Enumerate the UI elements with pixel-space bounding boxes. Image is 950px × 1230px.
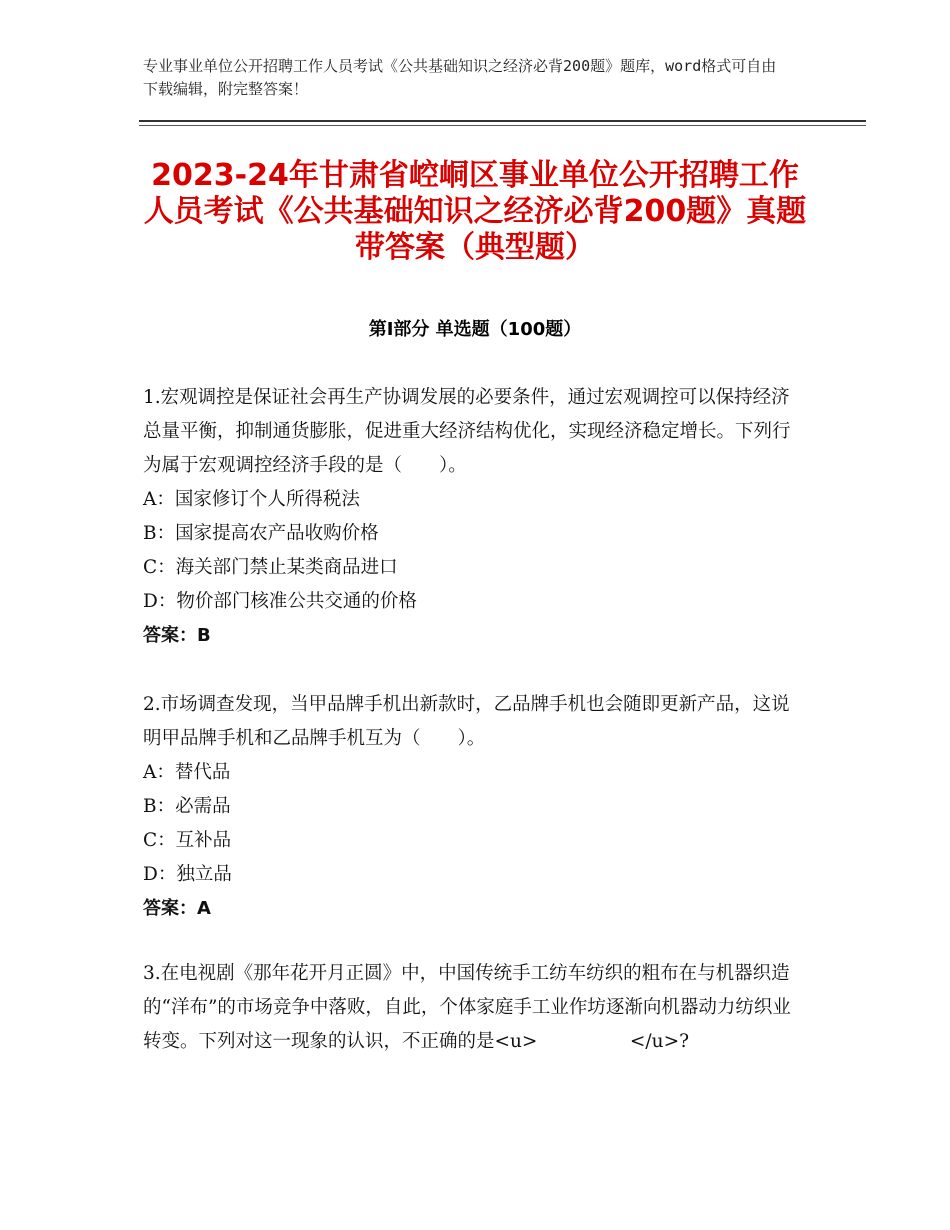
option-c: C：海关部门禁止某类商品进口	[143, 557, 398, 578]
answer: 答案：B	[143, 625, 211, 646]
question-text: 3.在电视剧《那年花开月正圆》中，中国传统手工纺车纺织的粗布在与机器织造的“洋布”的市场竞争中落败，自此，个体家庭手工业作坊逐渐向机器动力纺织业转变。下列对这一现象的认识，不正确的是<u> </u>?	[143, 963, 791, 1052]
answer: 答案：A	[143, 898, 211, 919]
document-title: 2023-24年甘肃省崆峒区事业单位公开招聘工作人员考试《公共基础知识之经济必背200题》真题带答案（典型题）	[143, 158, 807, 265]
question-text: 1.宏观调控是保证社会再生产协调发展的必要条件，通过宏观调控可以保持经济总量平衡，抑制通货膨胀，促进重大经济结构优化，实现经济稳定增长。下列行为属于宏观调控经济手段的是（ ）。	[143, 387, 791, 476]
question-1	[143, 381, 803, 653]
section-heading: 第Ⅰ部分 单选题（100题）	[368, 319, 582, 340]
option-a: A：国家修订个人所得税法	[143, 489, 360, 510]
header-note: 专业事业单位公开招聘工作人员考试《公共基础知识之经济必背200题》题库，word格式可自由下载编辑，附完整答案！	[143, 57, 777, 98]
option-d: D：物价部门核准公共交通的价格	[143, 591, 417, 612]
question-text: 2.市场调查发现，当甲品牌手机出新款时，乙品牌手机也会随即更新产品，这说明甲品牌手机和乙品牌手机互为（ ）。	[143, 694, 790, 749]
option-c: C：互补品	[143, 830, 232, 851]
header-divider-thin	[139, 125, 866, 126]
option-b: B：必需品	[143, 796, 231, 817]
question-2	[143, 688, 803, 926]
option-b: B：国家提高农产品收购价格	[143, 523, 379, 544]
option-d: D：独立品	[143, 864, 232, 885]
question-3	[143, 957, 803, 1059]
option-a: A：替代品	[143, 762, 231, 783]
header-divider	[139, 120, 866, 122]
